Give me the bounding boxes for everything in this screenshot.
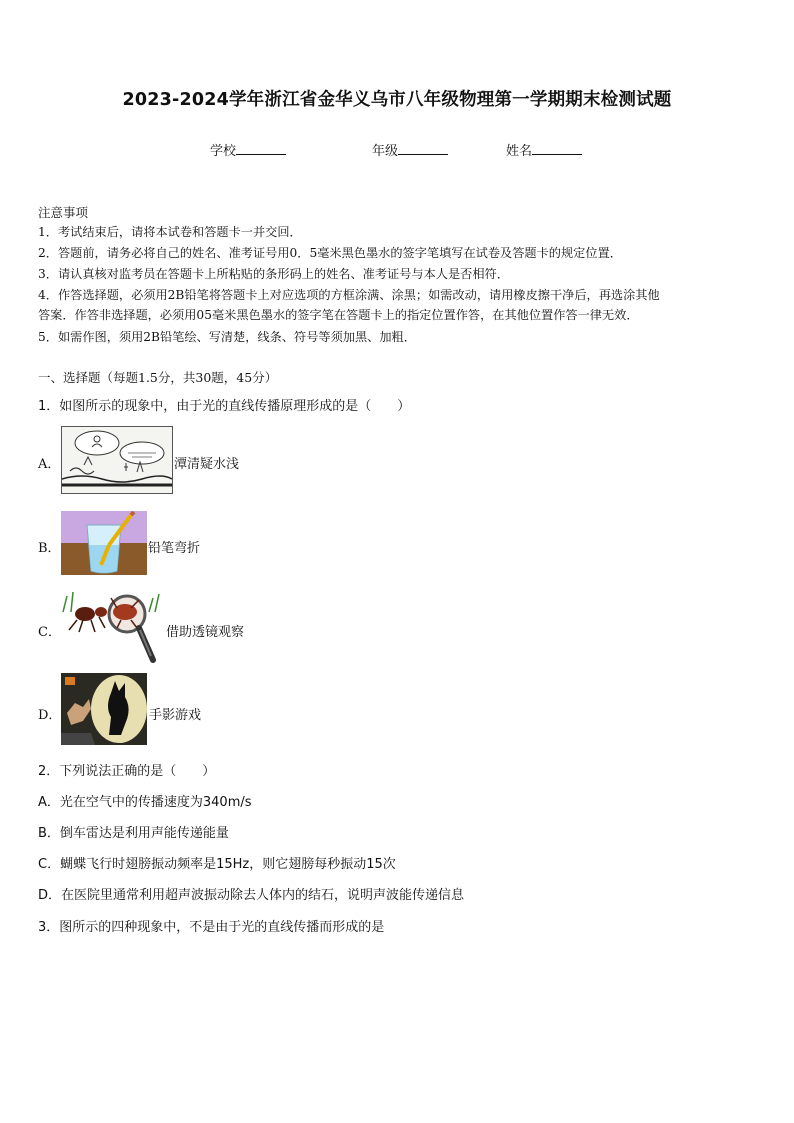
question-3-stem: 3．图所示的四种现象中，不是由于光的直线传播而形成的是 [38, 920, 385, 935]
option-d-letter: D． [38, 708, 62, 723]
grade-field [372, 140, 448, 159]
question-1-stem: 1．如图所示的现象中，由于光的直线传播原理形成的是（ ） [38, 399, 411, 414]
hand-shadow-image [61, 673, 147, 745]
q2-option-b: B．倒车雷达是利用声能传递能量 [38, 826, 229, 841]
option-a-text: 潭清疑水浅 [174, 457, 240, 472]
option-c-text: 借助透镜观察 [166, 625, 245, 640]
notice-item: 3．请认真核对监考员在答题卡上所粘贴的条形码上的姓名、准考证号与本人是否相符． [38, 267, 509, 281]
grade-blank[interactable] [398, 142, 448, 155]
q2-option-d: D．在医院里通常利用超声波振动除去人体内的结石，说明声波能传递信息 [38, 888, 465, 903]
magnifier-ant-image [61, 590, 163, 664]
cartoon-pond-image [61, 426, 173, 494]
notice-item: 4．作答选择题，必须用2B铅笔将答题卡上对应选项的方框涂满、涂黑；如需改动，请用橡皮擦干净后，再选涂其他 [38, 288, 660, 302]
q2-option-a: A．光在空气中的传播速度为340m/s [38, 795, 252, 810]
school-field [210, 140, 286, 159]
q2-option-c: C．蝴蝶飞行时翅膀振动频率是15Hz，则它翅膀每秒振动15次 [38, 857, 396, 872]
page-title: 2023-2024学年浙江省金华义乌市八年级物理第一学期期末检测试题 [122, 90, 672, 110]
notice-item: 2．答题前，请务必将自己的姓名、准考证号用0．5毫米黑色墨水的签字笔填写在试卷及答题卡的规定位置． [38, 246, 622, 260]
notice-heading: 注意事项 [38, 205, 89, 220]
grade-label: 年级 [372, 144, 399, 159]
notice-item: 5．如需作图，须用2B铅笔绘、写清楚，线条、符号等须加黑、加粗． [38, 330, 416, 344]
option-b-text: 铅笔弯折 [148, 541, 201, 556]
name-label: 姓名 [506, 144, 533, 159]
option-c-letter: C． [38, 625, 61, 640]
question-2-stem: 2．下列说法正确的是（ ） [38, 764, 216, 779]
pencil-in-water-image [61, 511, 147, 575]
option-d-text: 手影游戏 [149, 708, 202, 723]
section-heading: 一、选择题（每题1.5分，共30题，45分） [38, 370, 278, 385]
school-blank[interactable] [236, 142, 286, 155]
name-field [506, 140, 582, 159]
name-blank[interactable] [532, 142, 582, 155]
notice-item: 答案．作答非选择题，必须用05毫米黑色墨水的签字笔在答题卡上的指定位置作答，在其他位置作答一律无效． [38, 308, 639, 322]
option-b-letter: B． [38, 541, 61, 556]
option-a-letter: A． [38, 457, 61, 472]
notice-item: 1．考试结束后，请将本试卷和答题卡一并交回． [38, 225, 302, 239]
school-label: 学校 [210, 144, 237, 159]
